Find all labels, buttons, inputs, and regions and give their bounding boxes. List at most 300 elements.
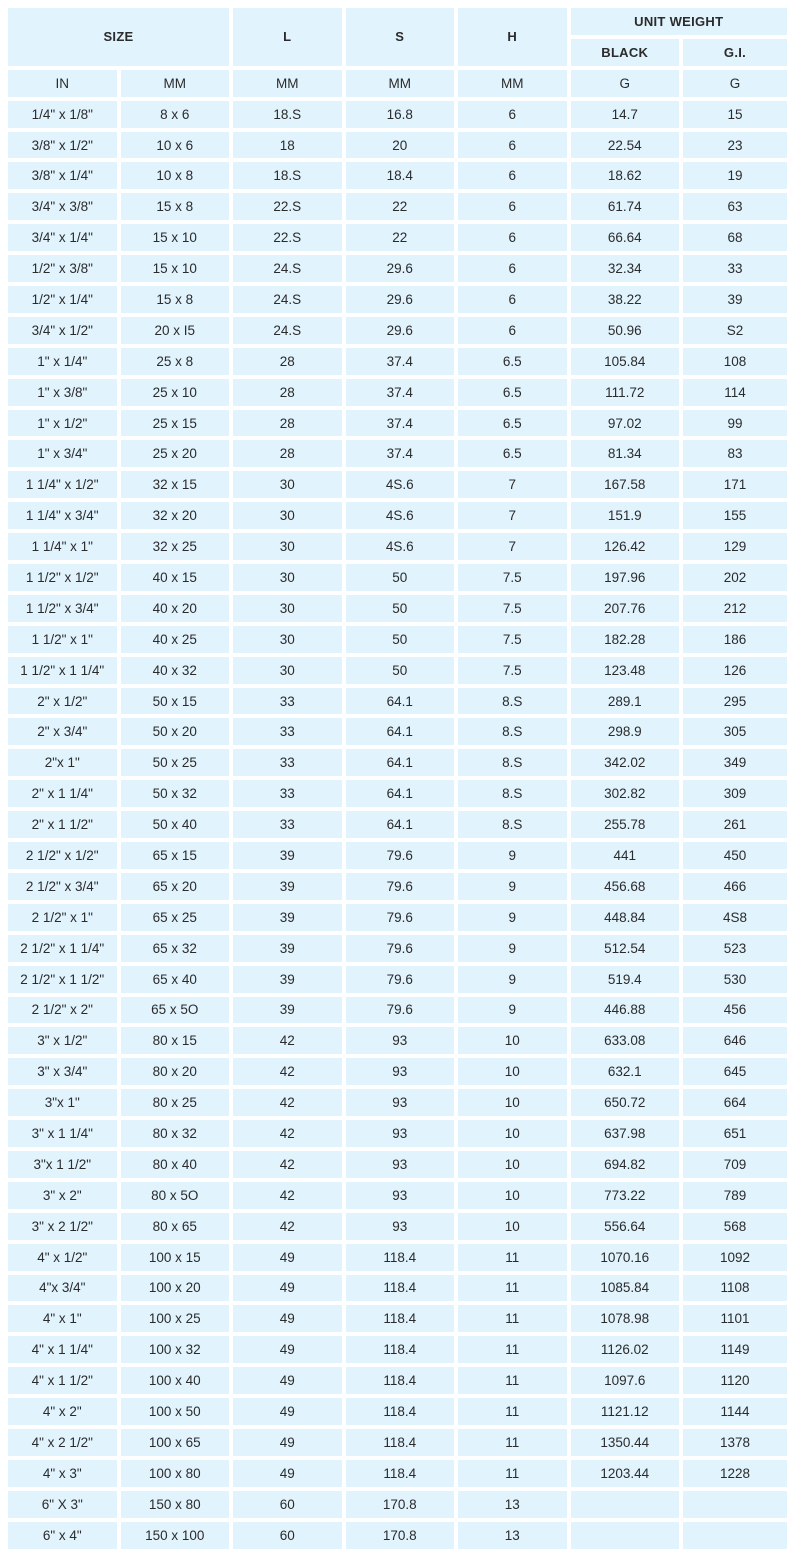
cell-size-mm: 20 x I5 (121, 317, 230, 344)
cell-size-in: 4" x 2 1/2" (8, 1429, 117, 1456)
cell-weight-black: 441 (571, 842, 680, 869)
cell-weight-gi: 83 (683, 440, 787, 467)
cell-weight-gi: 129 (683, 533, 787, 560)
cell-h-value: 8.S (458, 749, 567, 776)
table-row (8, 1336, 787, 1363)
unit-s-mm: MM (346, 70, 455, 97)
cell-weight-black: 773.22 (571, 1182, 680, 1209)
cell-weight-black: 694.82 (571, 1151, 680, 1178)
table-row (8, 533, 787, 560)
cell-l-value: 33 (233, 718, 342, 745)
table-row (8, 935, 787, 962)
cell-s-value: 93 (346, 1182, 455, 1209)
cell-s-value: 16.8 (346, 101, 455, 128)
cell-size-mm: 50 x 20 (121, 718, 230, 745)
cell-size-in: 2 1/2" x 1 1/4" (8, 935, 117, 962)
cell-weight-gi: 15 (683, 101, 787, 128)
cell-l-value: 39 (233, 997, 342, 1024)
header-l: L (233, 8, 342, 66)
cell-h-value: 8.S (458, 811, 567, 838)
cell-weight-gi: 1101 (683, 1305, 787, 1332)
cell-s-value: 118.4 (346, 1367, 455, 1394)
table-row (8, 904, 787, 931)
cell-size-mm: 32 x 15 (121, 471, 230, 498)
cell-s-value: 64.1 (346, 688, 455, 715)
cell-size-mm: 15 x 8 (121, 286, 230, 313)
cell-weight-gi: 651 (683, 1120, 787, 1147)
cell-weight-black: 50.96 (571, 317, 680, 344)
unit-gi-g: G (683, 70, 787, 97)
cell-s-value: 29.6 (346, 317, 455, 344)
table-row (8, 1522, 787, 1549)
cell-weight-gi: 664 (683, 1089, 787, 1116)
table-row (8, 966, 787, 993)
cell-l-value: 30 (233, 595, 342, 622)
cell-weight-gi: 68 (683, 224, 787, 251)
cell-weight-gi: 126 (683, 657, 787, 684)
cell-size-mm: 32 x 20 (121, 502, 230, 529)
cell-weight-black: 456.68 (571, 873, 680, 900)
cell-l-value: 18.S (233, 101, 342, 128)
cell-size-in: 1/2" x 1/4" (8, 286, 117, 313)
cell-weight-black: 448.84 (571, 904, 680, 931)
table-row (8, 688, 787, 715)
cell-l-value: 24.S (233, 255, 342, 282)
cell-size-mm: 80 x 32 (121, 1120, 230, 1147)
cell-l-value: 39 (233, 935, 342, 962)
table-row (8, 224, 787, 251)
cell-s-value: 93 (346, 1151, 455, 1178)
cell-weight-gi: 349 (683, 749, 787, 776)
cell-l-value: 39 (233, 904, 342, 931)
cell-weight-gi: 171 (683, 471, 787, 498)
cell-size-in: 3/8" x 1/4" (8, 162, 117, 189)
cell-weight-black: 18.62 (571, 162, 680, 189)
cell-weight-black: 32.34 (571, 255, 680, 282)
cell-size-mm: 40 x 32 (121, 657, 230, 684)
cell-s-value: 18.4 (346, 162, 455, 189)
table-row (8, 379, 787, 406)
cell-size-in: 2" x 1/2" (8, 688, 117, 715)
unit-black-g: G (571, 70, 680, 97)
cell-weight-black: 302.82 (571, 780, 680, 807)
cell-weight-gi: 108 (683, 348, 787, 375)
cell-s-value: 4S.6 (346, 502, 455, 529)
cell-s-value: 93 (346, 1027, 455, 1054)
cell-weight-gi: S2 (683, 317, 787, 344)
cell-l-value: 30 (233, 533, 342, 560)
cell-s-value: 118.4 (346, 1305, 455, 1332)
cell-size-mm: 50 x 40 (121, 811, 230, 838)
cell-h-value: 6 (458, 224, 567, 251)
cell-size-mm: 10 x 6 (121, 132, 230, 159)
cell-h-value: 6 (458, 317, 567, 344)
cell-l-value: 18 (233, 132, 342, 159)
cell-weight-gi: 1108 (683, 1275, 787, 1302)
table-row (8, 440, 787, 467)
table-row (8, 997, 787, 1024)
cell-l-value: 28 (233, 379, 342, 406)
cell-l-value: 42 (233, 1058, 342, 1085)
cell-size-mm: 15 x 10 (121, 255, 230, 282)
cell-size-in: 3"x 1 1/2" (8, 1151, 117, 1178)
cell-h-value: 13 (458, 1491, 567, 1518)
cell-h-value: 6.5 (458, 379, 567, 406)
cell-size-mm: 25 x 15 (121, 410, 230, 437)
table-row (8, 626, 787, 653)
cell-h-value: 10 (458, 1182, 567, 1209)
cell-weight-gi: 99 (683, 410, 787, 437)
cell-s-value: 93 (346, 1120, 455, 1147)
cell-size-in: 4" x 1" (8, 1305, 117, 1332)
cell-size-in: 1" x 3/4" (8, 440, 117, 467)
cell-weight-black: 298.9 (571, 718, 680, 745)
cell-weight-black: 197.96 (571, 564, 680, 591)
cell-l-value: 28 (233, 440, 342, 467)
table-row (8, 410, 787, 437)
cell-l-value: 33 (233, 688, 342, 715)
cell-weight-black: 1070.16 (571, 1244, 680, 1271)
cell-l-value: 49 (233, 1398, 342, 1425)
cell-weight-gi: 261 (683, 811, 787, 838)
cell-h-value: 11 (458, 1305, 567, 1332)
cell-weight-black: 1097.6 (571, 1367, 680, 1394)
cell-weight-black: 151.9 (571, 502, 680, 529)
cell-size-mm: 25 x 10 (121, 379, 230, 406)
cell-size-in: 2 1/2" x 1/2" (8, 842, 117, 869)
cell-l-value: 42 (233, 1213, 342, 1240)
cell-weight-gi: 309 (683, 780, 787, 807)
cell-size-in: 2" x 1 1/2" (8, 811, 117, 838)
cell-size-mm: 80 x 20 (121, 1058, 230, 1085)
cell-l-value: 39 (233, 873, 342, 900)
cell-l-value: 24.S (233, 317, 342, 344)
cell-size-mm: 80 x 40 (121, 1151, 230, 1178)
cell-size-in: 4" x 1/2" (8, 1244, 117, 1271)
cell-weight-gi: 1144 (683, 1398, 787, 1425)
cell-weight-gi: 1092 (683, 1244, 787, 1271)
table-row (8, 1491, 787, 1518)
cell-weight-gi: 456 (683, 997, 787, 1024)
cell-size-in: 2 1/2" x 1 1/2" (8, 966, 117, 993)
cell-weight-black: 446.88 (571, 997, 680, 1024)
table-row (8, 1429, 787, 1456)
cell-s-value: 93 (346, 1213, 455, 1240)
cell-l-value: 30 (233, 471, 342, 498)
cell-size-in: 1 1/2" x 1/2" (8, 564, 117, 591)
table-row (8, 657, 787, 684)
cell-s-value: 29.6 (346, 255, 455, 282)
cell-h-value: 13 (458, 1522, 567, 1549)
cell-weight-black: 650.72 (571, 1089, 680, 1116)
cell-l-value: 30 (233, 657, 342, 684)
cell-weight-black: 632.1 (571, 1058, 680, 1085)
table-row (8, 1244, 787, 1271)
cell-size-mm: 100 x 32 (121, 1336, 230, 1363)
cell-h-value: 10 (458, 1120, 567, 1147)
cell-s-value: 50 (346, 626, 455, 653)
cell-size-in: 4" x 1 1/4" (8, 1336, 117, 1363)
cell-size-in: 1" x 1/4" (8, 348, 117, 375)
cell-weight-black: 1203.44 (571, 1460, 680, 1487)
header-s: S (346, 8, 455, 66)
header-size: SIZE (8, 8, 229, 66)
cell-weight-gi: 1120 (683, 1367, 787, 1394)
cell-size-in: 3" x 2 1/2" (8, 1213, 117, 1240)
table-row (8, 1305, 787, 1332)
header-unit-weight: UNIT WEIGHT (571, 8, 788, 35)
cell-h-value: 10 (458, 1151, 567, 1178)
cell-s-value: 118.4 (346, 1244, 455, 1271)
cell-size-in: 4" x 2" (8, 1398, 117, 1425)
cell-h-value: 7 (458, 533, 567, 560)
cell-h-value: 6 (458, 101, 567, 128)
table-row (8, 749, 787, 776)
cell-size-in: 1 1/2" x 1" (8, 626, 117, 653)
table-row (8, 718, 787, 745)
cell-l-value: 49 (233, 1460, 342, 1487)
cell-weight-gi: 155 (683, 502, 787, 529)
dimension-table (4, 4, 791, 1553)
cell-weight-black: 1121.12 (571, 1398, 680, 1425)
table-row (8, 132, 787, 159)
cell-weight-gi: 33 (683, 255, 787, 282)
cell-size-mm: 65 x 5O (121, 997, 230, 1024)
cell-size-in: 2 1/2" x 1" (8, 904, 117, 931)
cell-weight-gi: 450 (683, 842, 787, 869)
cell-size-mm: 100 x 50 (121, 1398, 230, 1425)
cell-size-mm: 100 x 20 (121, 1275, 230, 1302)
table-row (8, 1058, 787, 1085)
cell-l-value: 42 (233, 1027, 342, 1054)
cell-l-value: 28 (233, 410, 342, 437)
table-row (8, 1213, 787, 1240)
table-row (8, 873, 787, 900)
cell-weight-black: 1078.98 (571, 1305, 680, 1332)
cell-weight-gi: 23 (683, 132, 787, 159)
cell-h-value: 7.5 (458, 564, 567, 591)
cell-s-value: 118.4 (346, 1429, 455, 1456)
table-row (8, 193, 787, 220)
cell-weight-gi: 1228 (683, 1460, 787, 1487)
cell-s-value: 50 (346, 595, 455, 622)
cell-weight-gi: 4S8 (683, 904, 787, 931)
cell-s-value: 79.6 (346, 873, 455, 900)
cell-size-mm: 80 x 5O (121, 1182, 230, 1209)
table-row (8, 1275, 787, 1302)
table-row (8, 317, 787, 344)
cell-s-value: 118.4 (346, 1460, 455, 1487)
unit-l-mm: MM (233, 70, 342, 97)
cell-weight-black: 97.02 (571, 410, 680, 437)
units-row (8, 70, 787, 97)
cell-s-value: 50 (346, 657, 455, 684)
cell-size-in: 1/2" x 3/8" (8, 255, 117, 282)
cell-size-in: 3" x 2" (8, 1182, 117, 1209)
cell-h-value: 9 (458, 842, 567, 869)
cell-s-value: 29.6 (346, 286, 455, 313)
cell-size-in: 6" X 3" (8, 1491, 117, 1518)
cell-weight-black: 38.22 (571, 286, 680, 313)
cell-s-value: 79.6 (346, 966, 455, 993)
cell-weight-gi: 568 (683, 1213, 787, 1240)
cell-size-in: 3" x 3/4" (8, 1058, 117, 1085)
cell-l-value: 42 (233, 1089, 342, 1116)
cell-s-value: 64.1 (346, 718, 455, 745)
cell-size-mm: 50 x 32 (121, 780, 230, 807)
cell-size-mm: 40 x 25 (121, 626, 230, 653)
cell-s-value: 79.6 (346, 842, 455, 869)
cell-s-value: 79.6 (346, 935, 455, 962)
cell-l-value: 39 (233, 966, 342, 993)
cell-size-in: 4" x 1 1/2" (8, 1367, 117, 1394)
cell-size-in: 1" x 3/8" (8, 379, 117, 406)
cell-weight-gi: 202 (683, 564, 787, 591)
cell-weight-gi: 63 (683, 193, 787, 220)
cell-size-mm: 100 x 40 (121, 1367, 230, 1394)
cell-weight-black: 255.78 (571, 811, 680, 838)
cell-l-value: 49 (233, 1336, 342, 1363)
cell-l-value: 49 (233, 1305, 342, 1332)
header-gi: G.I. (683, 39, 787, 66)
cell-s-value: 37.4 (346, 410, 455, 437)
cell-weight-black: 289.1 (571, 688, 680, 715)
cell-size-mm: 25 x 8 (121, 348, 230, 375)
cell-size-mm: 80 x 25 (121, 1089, 230, 1116)
cell-weight-gi: 19 (683, 162, 787, 189)
cell-size-mm: 65 x 40 (121, 966, 230, 993)
cell-weight-gi: 114 (683, 379, 787, 406)
cell-size-in: 2 1/2" x 3/4" (8, 873, 117, 900)
cell-size-in: 3" x 1/2" (8, 1027, 117, 1054)
cell-size-mm: 65 x 32 (121, 935, 230, 962)
cell-h-value: 11 (458, 1367, 567, 1394)
cell-weight-gi: 646 (683, 1027, 787, 1054)
cell-h-value: 7 (458, 502, 567, 529)
unit-h-mm: MM (458, 70, 567, 97)
cell-h-value: 6 (458, 286, 567, 313)
cell-h-value: 6 (458, 255, 567, 282)
table-row (8, 286, 787, 313)
table-row (8, 1367, 787, 1394)
table-row (8, 1120, 787, 1147)
cell-h-value: 11 (458, 1244, 567, 1271)
cell-size-in: 4" x 3" (8, 1460, 117, 1487)
table-row (8, 255, 787, 282)
cell-weight-gi: 1149 (683, 1336, 787, 1363)
cell-s-value: 64.1 (346, 811, 455, 838)
cell-size-in: 1/4" x 1/8" (8, 101, 117, 128)
cell-size-in: 2" x 3/4" (8, 718, 117, 745)
cell-weight-black: 342.02 (571, 749, 680, 776)
cell-weight-black: 556.64 (571, 1213, 680, 1240)
cell-s-value: 4S.6 (346, 471, 455, 498)
cell-size-mm: 100 x 65 (121, 1429, 230, 1456)
table-row (8, 1089, 787, 1116)
cell-h-value: 6.5 (458, 348, 567, 375)
cell-size-in: 3/4" x 1/2" (8, 317, 117, 344)
unit-mm: MM (121, 70, 230, 97)
unit-in: IN (8, 70, 117, 97)
cell-l-value: 33 (233, 749, 342, 776)
table-row (8, 811, 787, 838)
cell-s-value: 37.4 (346, 440, 455, 467)
cell-weight-black: 111.72 (571, 379, 680, 406)
cell-size-mm: 15 x 8 (121, 193, 230, 220)
cell-weight-black: 1126.02 (571, 1336, 680, 1363)
cell-h-value: 10 (458, 1089, 567, 1116)
cell-size-mm: 80 x 15 (121, 1027, 230, 1054)
cell-weight-black: 1085.84 (571, 1275, 680, 1302)
cell-weight-black: 22.54 (571, 132, 680, 159)
cell-weight-black: 123.48 (571, 657, 680, 684)
cell-h-value: 11 (458, 1275, 567, 1302)
cell-h-value: 8.S (458, 718, 567, 745)
cell-l-value: 42 (233, 1120, 342, 1147)
table-row (8, 842, 787, 869)
cell-size-mm: 25 x 20 (121, 440, 230, 467)
cell-s-value: 93 (346, 1058, 455, 1085)
cell-weight-gi: 1378 (683, 1429, 787, 1456)
cell-weight-gi: 39 (683, 286, 787, 313)
cell-size-mm: 65 x 20 (121, 873, 230, 900)
cell-h-value: 7.5 (458, 657, 567, 684)
cell-weight-gi: 523 (683, 935, 787, 962)
cell-h-value: 7.5 (458, 626, 567, 653)
cell-size-mm: 65 x 25 (121, 904, 230, 931)
cell-size-mm: 80 x 65 (121, 1213, 230, 1240)
cell-l-value: 18.S (233, 162, 342, 189)
cell-h-value: 7 (458, 471, 567, 498)
cell-s-value: 64.1 (346, 780, 455, 807)
cell-l-value: 42 (233, 1151, 342, 1178)
cell-size-mm: 40 x 15 (121, 564, 230, 591)
cell-weight-gi: 295 (683, 688, 787, 715)
table-row (8, 1151, 787, 1178)
cell-h-value: 9 (458, 966, 567, 993)
cell-l-value: 30 (233, 502, 342, 529)
header-black: BLACK (571, 39, 680, 66)
cell-s-value: 79.6 (346, 997, 455, 1024)
cell-size-in: 3/8" x 1/2" (8, 132, 117, 159)
cell-h-value: 6 (458, 132, 567, 159)
cell-size-mm: 50 x 15 (121, 688, 230, 715)
cell-weight-gi: 530 (683, 966, 787, 993)
cell-h-value: 11 (458, 1336, 567, 1363)
cell-size-in: 2"x 1" (8, 749, 117, 776)
cell-l-value: 28 (233, 348, 342, 375)
cell-weight-gi (683, 1491, 787, 1518)
cell-weight-black (571, 1522, 680, 1549)
cell-weight-gi: 645 (683, 1058, 787, 1085)
table-row (8, 564, 787, 591)
cell-size-in: 1 1/4" x 3/4" (8, 502, 117, 529)
cell-s-value: 118.4 (346, 1336, 455, 1363)
cell-s-value: 64.1 (346, 749, 455, 776)
cell-h-value: 6 (458, 193, 567, 220)
cell-weight-black: 167.58 (571, 471, 680, 498)
table-row (8, 1182, 787, 1209)
cell-h-value: 7.5 (458, 595, 567, 622)
table-row (8, 162, 787, 189)
cell-h-value: 6.5 (458, 440, 567, 467)
cell-size-in: 1" x 1/2" (8, 410, 117, 437)
cell-size-mm: 8 x 6 (121, 101, 230, 128)
cell-size-mm: 65 x 15 (121, 842, 230, 869)
cell-weight-black: 66.64 (571, 224, 680, 251)
cell-l-value: 49 (233, 1429, 342, 1456)
cell-h-value: 6.5 (458, 410, 567, 437)
